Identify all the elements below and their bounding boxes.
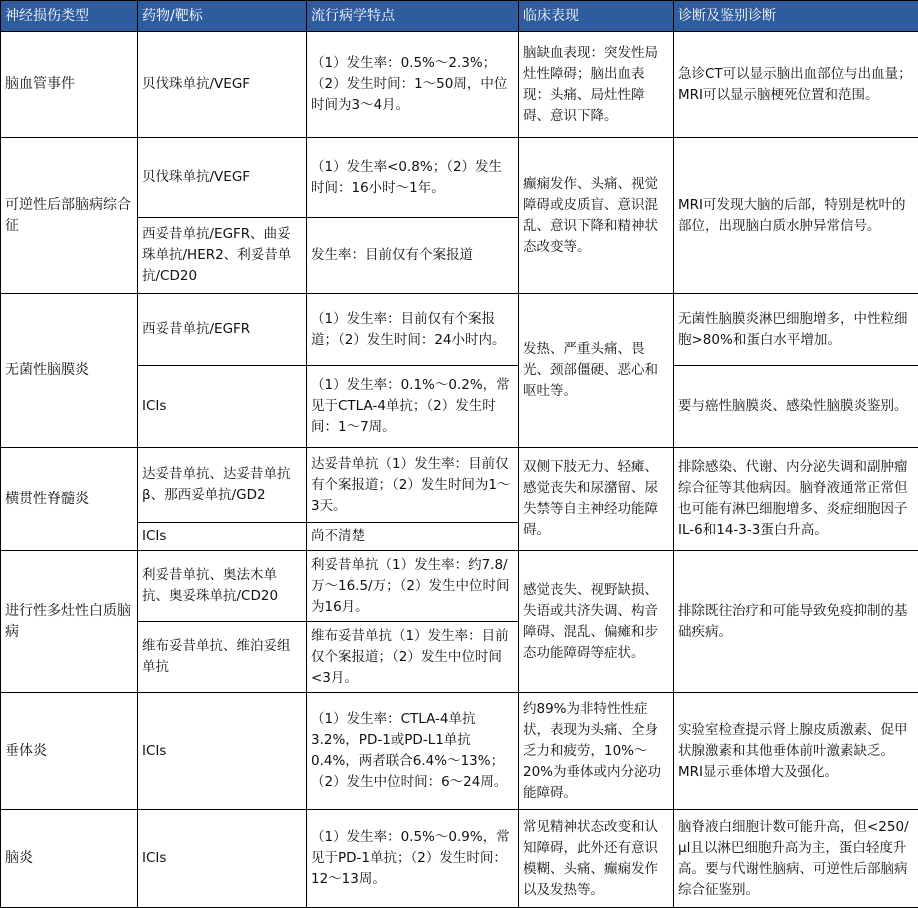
diagnosis-cell: 排除感染、代谢、内分泌失调和副肿瘤综合征等其他病因。脑脊液通常正常但也可能有淋巴细胞增多、炎症细胞因子IL-6和14-3-3蛋白升高。: [674, 448, 918, 551]
clinical-cell: 发热、严重头痛、畏光、颈部僵硬、恶心和呕吐等。: [519, 294, 674, 448]
diagnosis-cell: 要与癌性脑膜炎、感染性脑膜炎鉴别。: [674, 366, 918, 448]
drug-cell: ICIs: [138, 523, 307, 551]
clinical-cell: 双侧下肢无力、轻瘫、感觉丧失和尿潴留、尿失禁等自主神经功能障碍。: [519, 448, 674, 551]
epidemiology-cell: 利妥昔单抗（1）发生率：约7.8/万～16.5/万；（2）发生中位时间为16月。: [307, 551, 519, 622]
header-drug-target: 药物/靶标: [138, 1, 307, 32]
header-clinical: 临床表现: [519, 1, 674, 32]
injury-type-cell: 脑血管事件: [1, 32, 138, 138]
drug-cell: ICIs: [138, 366, 307, 448]
diagnosis-cell: 急诊CT可以显示脑出血部位与出血量；MRI可以显示脑梗死位置和范围。: [674, 32, 918, 138]
drug-cell: 维布妥昔单抗、维泊妥组单抗: [138, 622, 307, 693]
table-row: [1, 138, 918, 218]
injury-type-cell: 可逆性后部脑病综合征: [1, 138, 138, 294]
epidemiology-cell: 发生率：目前仅有个案报道: [307, 218, 519, 294]
clinical-cell: 感觉丧失、视野缺损、失语或共济失调、构音障碍、混乱、偏瘫和步态功能障碍等症状。: [519, 551, 674, 693]
epidemiology-cell: 维布妥昔单抗（1）发生率：目前仅个案报道；（2）发生中位时间<3月。: [307, 622, 519, 693]
header-epidemiology: 流行病学特点: [307, 1, 519, 32]
header-injury-type: 神经损伤类型: [1, 1, 138, 32]
drug-cell: 西妥昔单抗/EGFR、曲妥珠单抗/HER2、利妥昔单抗/CD20: [138, 218, 307, 294]
epidemiology-cell: （1）发生率：0.5%～2.3%；（2）发生时间：1～50周，中位时间为3～4月。: [307, 32, 519, 138]
injury-type-cell: 无菌性脑膜炎: [1, 294, 138, 448]
epidemiology-cell: 尚不清楚: [307, 523, 519, 551]
drug-cell: 利妥昔单抗、奥法木单抗、奥妥珠单抗/CD20: [138, 551, 307, 622]
clinical-cell: 脑缺血表现：突发性局灶性障碍；脑出血表现：头痛、局灶性障碍、意识下降。: [519, 32, 674, 138]
table-row: [1, 551, 918, 622]
table-row: [1, 32, 918, 138]
diagnosis-cell: MRI可发现大脑的后部，特别是枕叶的部位，出现脑白质水肿异常信号。: [674, 138, 918, 294]
clinical-cell: 约89%为非特性性症状，表现为头痛、全身乏力和疲劳，10%～20%为垂体或内分泌功能障碍。: [519, 693, 674, 810]
injury-type-cell: 脑炎: [1, 810, 138, 908]
injury-type-cell: 进行性多灶性白质脑病: [1, 551, 138, 693]
epidemiology-cell: （1）发生率：CTLA-4单抗3.2%，PD-1或PD-L1单抗0.4%，两者联合6.4%～13%；（2）发生中位时间：6～24周。: [307, 693, 519, 810]
diagnosis-cell: 无菌性脑膜炎淋巴细胞增多，中性粒细胞>80%和蛋白水平增加。: [674, 294, 918, 366]
drug-cell: 贝伐珠单抗/VEGF: [138, 138, 307, 218]
drug-cell: 西妥昔单抗/EGFR: [138, 294, 307, 366]
injury-type-cell: 横贯性脊髓炎: [1, 448, 138, 551]
diagnosis-cell: 排除既往治疗和可能导致免疫抑制的基础疾病。: [674, 551, 918, 693]
drug-cell: ICIs: [138, 693, 307, 810]
epidemiology-cell: （1）发生率<0.8%；（2）发生时间：16小时～1年。: [307, 138, 519, 218]
diagnosis-cell: 脑脊液白细胞计数可能升高，但<250/μl且以淋巴细胞升高为主，蛋白轻度升高。要与代谢性脑病、可逆性后部脑病综合征鉴别。: [674, 810, 918, 908]
table-row: [1, 294, 918, 366]
injury-type-cell: 垂体炎: [1, 693, 138, 810]
clinical-cell: 常见精神状态改变和认知障碍，此外还有意识模糊、头痛、癫痫发作以及发热等。: [519, 810, 674, 908]
diagnosis-cell: 实验室检查提示肾上腺皮质激素、促甲状腺激素和其他垂体前叶激素缺乏。MRI显示垂体增大及强化。: [674, 693, 918, 810]
header-diagnosis: 诊断及鉴别诊断: [674, 1, 918, 32]
epidemiology-cell: （1）发生率：0.5%～0.9%，常见于PD-1单抗；（2）发生时间：12～13周。: [307, 810, 519, 908]
epidemiology-cell: （1）发生率：目前仅有个案报道；（2）发生时间：24小时内。: [307, 294, 519, 366]
drug-cell: 贝伐珠单抗/VEGF: [138, 32, 307, 138]
table-header-row: [1, 1, 918, 32]
drug-cell: ICIs: [138, 810, 307, 908]
table-row: [1, 810, 918, 908]
epidemiology-cell: 达妥昔单抗（1）发生率：目前仅有个案报道；（2）发生时间为1～3天。: [307, 448, 519, 523]
table-row: [1, 693, 918, 810]
drug-cell: 达妥昔单抗、达妥昔单抗β、那西妥单抗/GD2: [138, 448, 307, 523]
clinical-cell: 癫痫发作、头痛、视觉障碍或皮质盲、意识混乱、意识下降和精神状态改变等。: [519, 138, 674, 294]
table-row: [1, 366, 918, 448]
epidemiology-cell: （1）发生率：0.1%～0.2%，常见于CTLA-4单抗；（2）发生时间：1～7周。: [307, 366, 519, 448]
table-row: [1, 448, 918, 523]
